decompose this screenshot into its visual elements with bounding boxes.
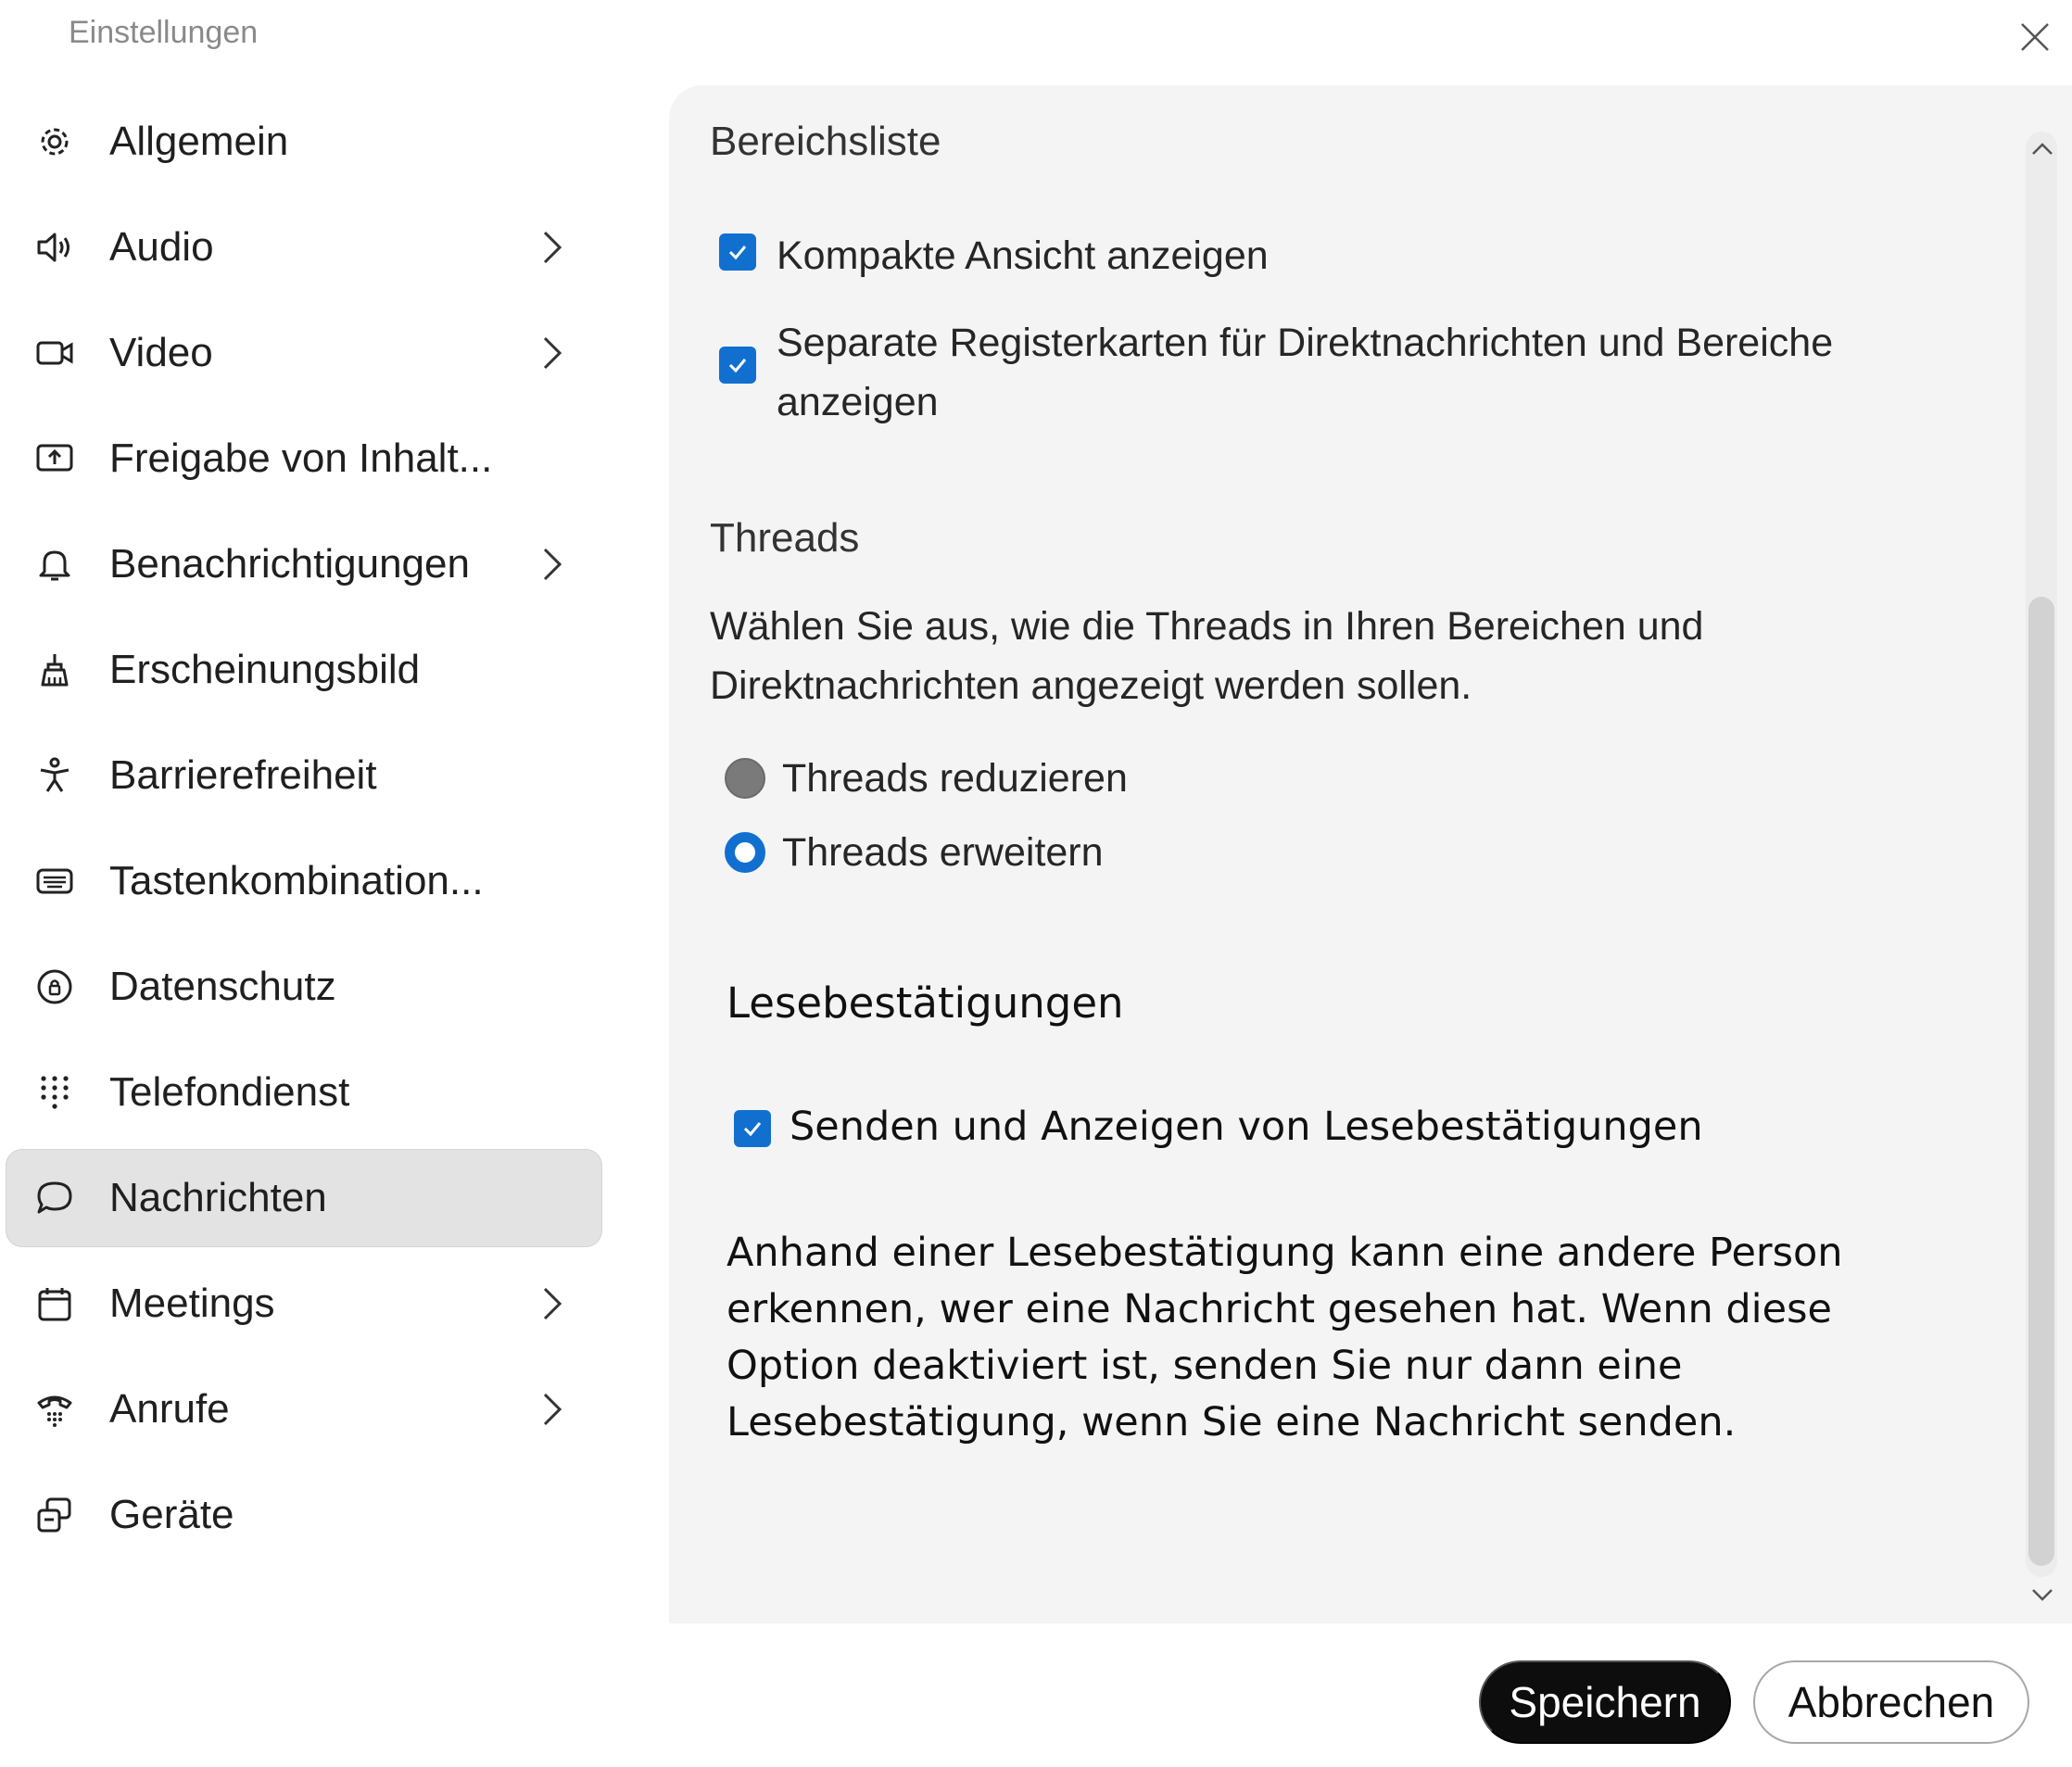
devices-icon: [33, 1494, 76, 1536]
checkmark-icon: [726, 353, 750, 377]
window-title: Einstellungen: [69, 15, 259, 50]
sidebar-item-anrufe[interactable]: [6, 1360, 602, 1458]
chevron-right-icon: [536, 541, 569, 587]
threads-expand-label: Threads erweitern: [782, 830, 1104, 875]
sidebar-item-datenschutz[interactable]: [6, 938, 602, 1036]
sidebar-item-label: Allgemein: [109, 119, 289, 164]
privacy-icon: [33, 966, 76, 1008]
sidebar-item-label: Freigabe von Inhalt...: [109, 435, 493, 481]
checkmark-icon: [740, 1117, 764, 1141]
sidebar-item-label: Audio: [109, 224, 214, 270]
read-receipts-checkbox[interactable]: [734, 1110, 771, 1147]
sidebar-item-label: Meetings: [109, 1281, 275, 1326]
scroll-up-button[interactable]: [2024, 130, 2061, 167]
threads-collapse-label: Threads reduzieren: [782, 756, 1128, 801]
compact-view-checkbox[interactable]: [719, 233, 756, 271]
scroll-down-button[interactable]: [2024, 1577, 2061, 1614]
read-receipts-description: Anhand einer Lesebestätigung kann eine andere Person erkennen, wer eine Nachricht gesehen hat. Wenn diese Option deaktiviert ist, senden Sie nur dann eine Lesebestätigung, wenn Sie eine Nachricht senden.: [726, 1230, 1843, 1445]
share-screen-icon: [33, 437, 76, 480]
sidebar-item-erscheinungsbild[interactable]: [6, 621, 602, 719]
separate-tabs-checkbox[interactable]: [719, 347, 756, 384]
close-icon: [2019, 21, 2051, 53]
sidebar-item-meetings[interactable]: [6, 1255, 602, 1353]
sidebar-item-freigabe[interactable]: [6, 410, 602, 508]
chevron-right-icon: [536, 1386, 569, 1433]
sidebar-item-video[interactable]: [6, 304, 602, 402]
threads-collapse-radio[interactable]: [725, 758, 765, 799]
sidebar-item-label: Benachrichtigungen: [109, 541, 470, 587]
sidebar-item-label: Telefondienst: [109, 1069, 350, 1115]
compact-view-label: Kompakte Ansicht anzeigen: [777, 233, 1269, 278]
save-button[interactable]: Speichern: [1479, 1660, 1731, 1744]
sidebar-item-benachrichtigungen[interactable]: [6, 515, 602, 613]
sidebar-item-label: Barrierefreiheit: [109, 752, 377, 798]
chevron-up-icon: [2030, 140, 2054, 157]
appearance-icon: [33, 649, 76, 691]
sidebar-item-label: Nachrichten: [109, 1175, 327, 1220]
video-camera-icon: [33, 332, 76, 374]
read-receipts-label: Senden und Anzeigen von Lesebestätigungen: [790, 1104, 1703, 1150]
sidebar-item-label: Video: [109, 330, 213, 375]
sidebar-item-geraete[interactable]: [6, 1466, 602, 1564]
speaker-icon: [33, 226, 76, 269]
dialpad-icon: [33, 1071, 76, 1114]
bell-icon: [33, 543, 76, 586]
sidebar-item-tastenkombination[interactable]: [6, 832, 602, 930]
threads-heading: Threads: [710, 515, 860, 561]
separate-tabs-label: Separate Registerkarten für Direktnachrichten und Bereiche anzeigen: [777, 321, 1834, 424]
accessibility-icon: [33, 754, 76, 797]
sidebar-item-label: Tastenkombination...: [109, 858, 484, 903]
sidebar-item-label: Erscheinungsbild: [109, 647, 421, 692]
phone-icon: [33, 1388, 76, 1431]
scrollbar-thumb[interactable]: [2028, 597, 2054, 1566]
chevron-right-icon: [536, 224, 569, 271]
threads-description: Wählen Sie aus, wie die Threads in Ihren Bereichen und Direktnachrichten angezeigt werden sollen.: [710, 604, 1704, 708]
chevron-right-icon: [536, 330, 569, 376]
close-button[interactable]: [2007, 9, 2063, 65]
sidebar-item-label: Datenschutz: [109, 964, 336, 1009]
sidebar-item-telefondienst[interactable]: [6, 1043, 602, 1142]
sidebar-item-allgemein[interactable]: [6, 93, 602, 191]
sidebar-item-nachrichten[interactable]: [6, 1149, 602, 1247]
sidebar-item-label: Geräte: [109, 1492, 234, 1537]
sidebar-item-barrierefreiheit[interactable]: [6, 726, 602, 825]
keyboard-icon: [33, 860, 76, 902]
gear-icon: [33, 120, 76, 163]
cancel-button[interactable]: Abbrechen: [1753, 1660, 2029, 1744]
sidebar-item-label: Anrufe: [109, 1386, 230, 1432]
space-list-heading: Bereichsliste: [710, 119, 941, 164]
checkmark-icon: [726, 240, 750, 264]
read-receipts-heading: Lesebestätigungen: [726, 978, 1124, 1028]
sidebar-item-audio[interactable]: [6, 198, 602, 297]
chat-bubble-icon: [33, 1177, 76, 1219]
calendar-icon: [33, 1282, 76, 1325]
chevron-right-icon: [536, 1281, 569, 1327]
chevron-down-icon: [2030, 1587, 2054, 1604]
threads-expand-radio[interactable]: [725, 832, 765, 873]
